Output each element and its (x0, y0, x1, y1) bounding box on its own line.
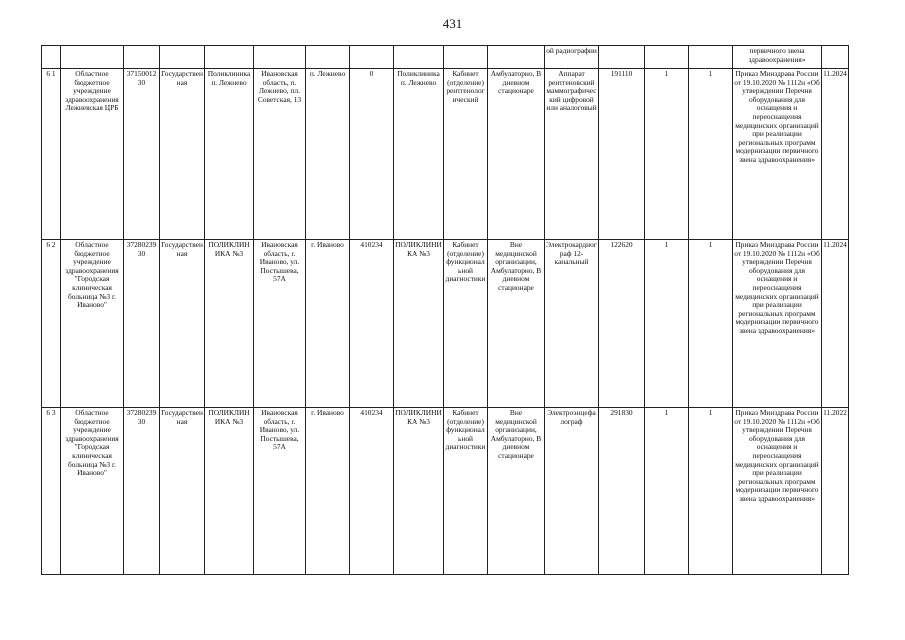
cell-date: 11.2024 (822, 69, 849, 240)
table-row (42, 240, 849, 408)
cell-department (394, 46, 444, 69)
cell-equipment: Электрокардиограф 12-канальный (545, 240, 599, 408)
cell-org: Областное бюджетное учреждение здравоохранения "Городская клиническая больница №3 г. Иваново" (61, 408, 124, 575)
cell-order: Приказ Минздрава России от 19.10.2020 № 1112н «Об утверждении Перечня оборудования для оснащения и переоснащения медицинских организаций при реализации региональных программ модернизации первичного звена здравоохранения» (733, 69, 822, 240)
cell-equipment: Электроэнцефалограф (545, 408, 599, 575)
cell-care-form: Вне медицинской организации, Амбулаторно, В дневном стационаре (488, 240, 545, 408)
cell-locality: г. Иваново (306, 408, 350, 575)
cell-ownership: Государственная (160, 240, 205, 408)
table-row-continued (42, 46, 849, 69)
cell-date: 11.2024 (822, 240, 849, 408)
cell-ownership: Государственная (160, 408, 205, 575)
cell-inn: 3728023930 (124, 240, 160, 408)
cell-org (61, 46, 124, 69)
cell-care-form: Вне медицинской организации, Амбулаторно, В дневном стационаре (488, 408, 545, 575)
cell-num: 6 3 (42, 408, 61, 575)
table-row (42, 408, 849, 575)
cell-unit: ПОЛИКЛИНИКА №3 (205, 240, 254, 408)
cell-code: 0 (350, 69, 394, 240)
cell-num: 6 1 (42, 69, 61, 240)
cell-code: 410234 (350, 408, 394, 575)
cell-equipment: Аппарат рентгеновский маммографический цифровой или аналоговый (545, 69, 599, 240)
cell-qty1: 1 (645, 408, 689, 575)
cell-room: Кабинет (отделение) рентгенологический (444, 69, 488, 240)
table-row (42, 69, 849, 240)
cell-address: Ивановская область, п. Лежнево, пл. Советская, 13 (254, 69, 306, 240)
cell-unit: Поликлиника п. Лежнево (205, 69, 254, 240)
cell-num: 6 2 (42, 240, 61, 408)
cell-department: Поликлиника п. Лежнево (394, 69, 444, 240)
cell-room (444, 46, 488, 69)
cell-equip-code: 191110 (599, 69, 645, 240)
cell-address (254, 46, 306, 69)
cell-org: Областное бюджетное учреждение здравоохранения Лежневская ЦРБ (61, 69, 124, 240)
cell-qty1: 1 (645, 69, 689, 240)
cell-qty2: 1 (689, 408, 733, 575)
cell-order: первичного звена здравоохранения» (733, 46, 822, 69)
cell-equip-code: 122620 (599, 240, 645, 408)
cell-num (42, 46, 61, 69)
cell-room: Кабинет (отделение) функциональной диагностики (444, 408, 488, 575)
cell-equip-code (599, 46, 645, 69)
cell-org: Областное бюджетное учреждение здравоохранения "Городская клиническая больница №3 г. Иваново" (61, 240, 124, 408)
equipment-registry-table (41, 45, 849, 575)
cell-locality: п. Лежнево (306, 69, 350, 240)
cell-locality (306, 46, 350, 69)
cell-unit: ПОЛИКЛИНИКА №3 (205, 408, 254, 575)
cell-order: Приказ Минздрава России от 19.10.2020 № 1112н «Об утверждении Перечня оборудования для оснащения и переоснащения медицинских организаций при реализации региональных программ модернизации первичного звена здравоохранения» (733, 240, 822, 408)
cell-care-form: Амбулаторно, В дневном стационаре (488, 69, 545, 240)
cell-code: 410234 (350, 240, 394, 408)
cell-department: ПОЛИКЛИНИКА №3 (394, 240, 444, 408)
cell-qty1 (645, 46, 689, 69)
cell-locality: г. Иваново (306, 240, 350, 408)
cell-equip-code: 291830 (599, 408, 645, 575)
cell-ownership (160, 46, 205, 69)
cell-unit (205, 46, 254, 69)
cell-order: Приказ Минздрава России от 19.10.2020 № 1112н «Об утверждении Перечня оборудования для оснащения и переоснащения медицинских организаций при реализации региональных программ модернизации первичного звена здравоохранения» (733, 408, 822, 575)
cell-care-form (488, 46, 545, 69)
page-number: 431 (442, 16, 463, 31)
cell-room: Кабинет (отделение) функциональной диагностики (444, 240, 488, 408)
cell-equipment: ой радиографии (545, 46, 599, 69)
cell-code (350, 46, 394, 69)
cell-qty1: 1 (645, 240, 689, 408)
cell-date (822, 46, 849, 69)
cell-date: 11.2022 (822, 408, 849, 575)
cell-address: Ивановская область, г. Иваново, ул. Постышева, 57А (254, 408, 306, 575)
cell-ownership: Государственная (160, 69, 205, 240)
cell-qty2: 1 (689, 240, 733, 408)
cell-inn: 3728023930 (124, 408, 160, 575)
cell-qty2: 1 (689, 69, 733, 240)
cell-inn (124, 46, 160, 69)
cell-department: ПОЛИКЛИНИКА №3 (394, 408, 444, 575)
cell-inn: 3715001230 (124, 69, 160, 240)
cell-qty2 (689, 46, 733, 69)
cell-address: Ивановская область, г. Иваново, ул. Постышева, 57А (254, 240, 306, 408)
